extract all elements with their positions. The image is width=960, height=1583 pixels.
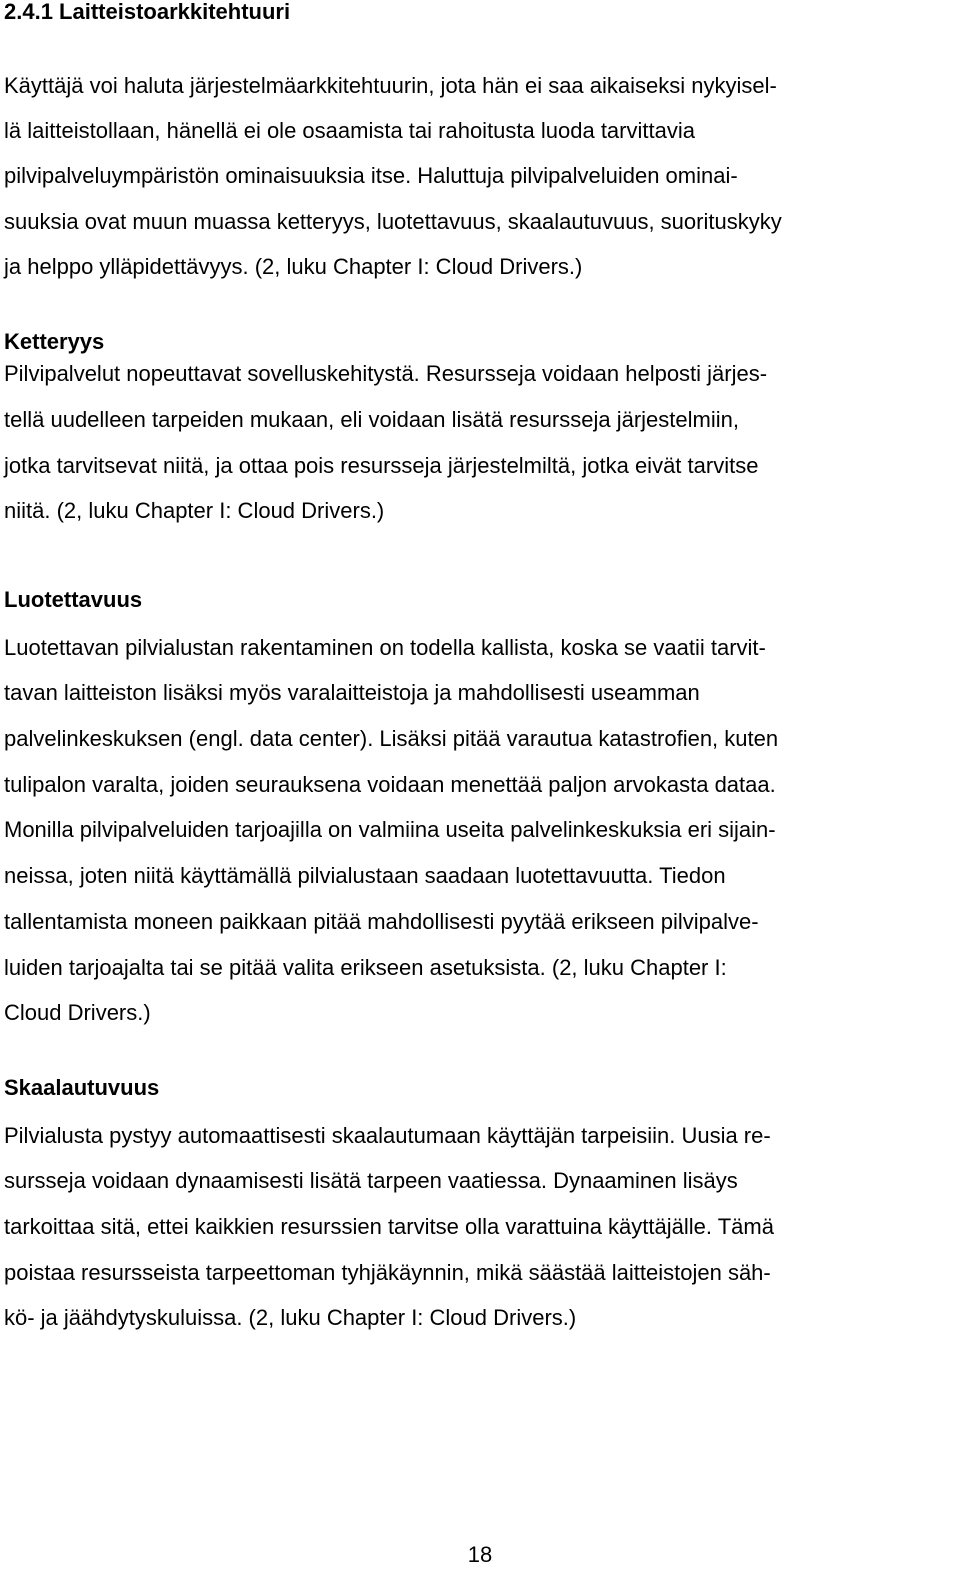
paragraph-line: Monilla pilvipalveluiden tarjoajilla on valmiina useita palvelinkeskuksia eri sijain-	[4, 817, 776, 842]
paragraph-line: niitä. (2, luku Chapter I: Cloud Drivers.)	[4, 498, 385, 523]
paragraph-line: Luotettavan pilvialustan rakentaminen on todella kallista, koska se vaatii tarvit-	[4, 635, 766, 660]
paragraph-line: tarkoittaa sitä, ettei kaikkien resurssien tarvitse olla varattuina käyttäjälle. Tämä	[4, 1214, 774, 1239]
subheading-luotettavuus: Luotettavuus	[4, 587, 143, 612]
document-page	[4, 0, 956, 1583]
paragraph-line: Pilvialusta pystyy automaattisesti skaalautumaan käyttäjän tarpeisiin. Uusia re-	[4, 1123, 771, 1148]
paragraph-line: sursseja voidaan dynaamisesti lisätä tarpeen vaatiessa. Dynaaminen lisäys	[4, 1168, 738, 1193]
paragraph-line: luiden tarjoajalta tai se pitää valita erikseen asetuksista. (2, luku Chapter I:	[4, 955, 727, 980]
paragraph-line: tavan laitteiston lisäksi myös varalaitteistoja ja mahdollisesti useamman	[4, 680, 700, 705]
paragraph-line: pilvipalveluympäristön ominaisuuksia itse. Haluttuja pilvipalveluiden ominai-	[4, 163, 738, 188]
subheading-ketteryys: Ketteryys	[4, 329, 105, 354]
paragraph-line: neissa, joten niitä käyttämällä pilvialustaan saadaan luotettavuutta. Tiedon	[4, 863, 726, 888]
paragraph-line: palvelinkeskuksen (engl. data center). Lisäksi pitää varautua katastrofien, kuten	[4, 726, 779, 751]
paragraph-line: Käyttäjä voi haluta järjestelmäarkkitehtuurin, jota hän ei saa aikaiseksi nykyisel-	[4, 73, 777, 98]
paragraph-line: tellä uudelleen tarpeiden mukaan, eli voidaan lisätä resursseja järjestelmiin,	[4, 407, 739, 432]
paragraph-line: tallentamista moneen paikkaan pitää mahdollisesti pyytää erikseen pilvipalve-	[4, 909, 759, 934]
page-number: 18	[467, 1542, 493, 1567]
subheading-skaalautuvuus: Skaalautuvuus	[4, 1075, 160, 1100]
paragraph-line: jotka tarvitsevat niitä, ja ottaa pois resursseja järjestelmiltä, jotka eivät tarvitse	[4, 453, 759, 478]
paragraph-line: Cloud Drivers.)	[4, 1000, 151, 1025]
paragraph-line: Pilvipalvelut nopeuttavat sovelluskehitystä. Resursseja voidaan helposti järjes-	[4, 361, 768, 386]
paragraph-line: tulipalon varalta, joiden seurauksena voidaan menettää paljon arvokasta dataa.	[4, 772, 776, 797]
section-heading: 2.4.1 Laitteistoarkkitehtuuri	[4, 0, 291, 24]
paragraph-line: lä laitteistollaan, hänellä ei ole osaamista tai rahoitusta luoda tarvittavia	[4, 118, 695, 143]
paragraph-line: ja helppo ylläpidettävyys. (2, luku Chapter I: Cloud Drivers.)	[4, 254, 583, 279]
paragraph-line: poistaa resursseista tarpeettoman tyhjäkäynnin, mikä säästää laitteistojen säh-	[4, 1260, 771, 1285]
paragraph-line: kö- ja jäähdytyskuluissa. (2, luku Chapter I: Cloud Drivers.)	[4, 1305, 577, 1330]
paragraph-line: suuksia ovat muun muassa ketteryys, luotettavuus, skaalautuvuus, suorituskyky	[4, 209, 782, 234]
